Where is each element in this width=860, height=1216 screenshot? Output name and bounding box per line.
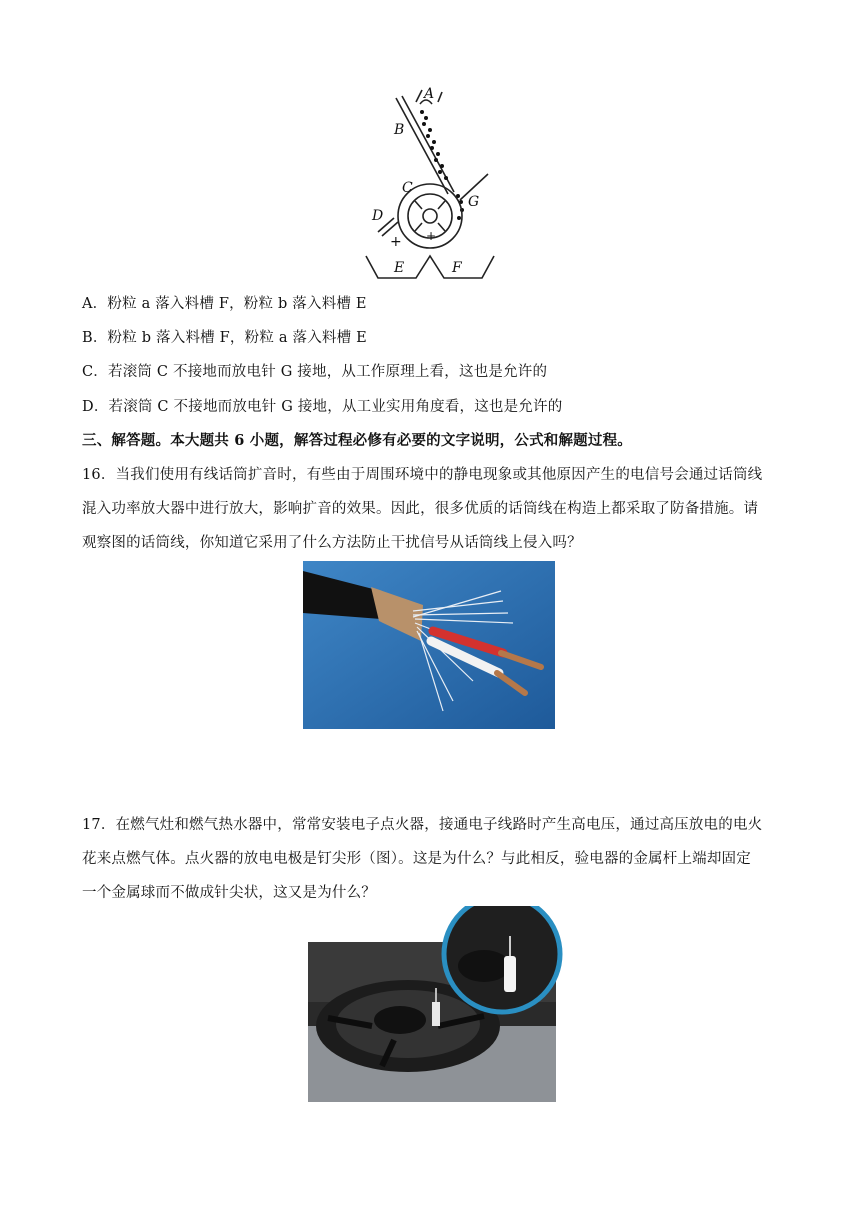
option-d: D．若滚筒 C 不接地而放电针 G 接地，从工业实用角度看，这也是允许的 [82,399,563,415]
option-a: A．粉粒 a 落入料槽 F，粉粒 b 落入料槽 E [82,296,367,312]
label-plus: + [390,234,402,250]
label-plus-inner: + [426,229,437,243]
q17-line-3: 一个金属球而不做成针尖状，这又是为什么？ [82,885,376,901]
q16-line-2: 混入功率放大器中进行放大，影响扩音的效果。因此，很多优质的话筒线在构造上都采取了防备措施。请 [82,501,759,517]
option-c: C．若滚筒 C 不接地而放电针 G 接地，从工作原理上看，这也是允许的 [82,364,548,380]
option-b: B．粉粒 b 落入料槽 F，粉粒 a 落入料槽 E [82,330,367,346]
gas-stove-igniter-photo [308,906,564,1102]
q16-line-1: 16．当我们使用有线话筒扩音时，有些由于周围环境中的静电现象或其他原因产生的电信号会通过话筒线 [82,467,763,483]
label-b: B [394,122,405,138]
separator-diagram [360,84,500,280]
section-heading: 三、解答题。本大题共 6 小题，解答过程必修有必要的文字说明，公式和解题过程。 [82,432,632,449]
label-a: A [424,86,435,102]
label-e: E [394,260,405,276]
q16-line-3: 观察图的话筒线，你知道它采用了什么方法防止干扰信号从话筒线上侵入吗？ [82,535,582,551]
label-d: D [372,208,384,224]
trough-ef [366,256,494,278]
label-g: G [468,194,480,210]
q17-line-2: 花来点燃气体。点火器的放电电极是钉尖形（图）。这是为什么？与此相反，验电器的金属杆上端却固定 [82,851,751,867]
microphone-cable-photo [303,561,555,729]
label-f: F [452,260,462,276]
q17-line-1: 17．在燃气灶和燃气热水器中，常常安装电子点火器，接通电子线路时产生高电压，通过高压放电的电火 [82,817,763,833]
label-c: C [402,180,413,196]
